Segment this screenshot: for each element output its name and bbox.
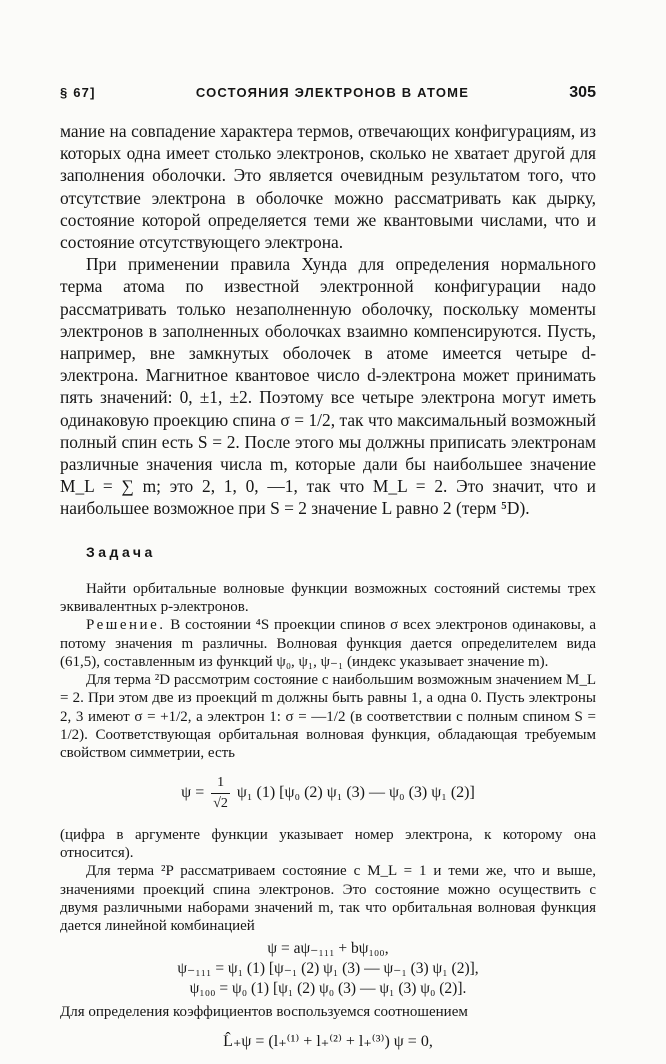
- page-body: [60, 120, 596, 1064]
- argument-note: (цифра в аргументе функции указывает номер электрона, к которому она относится).: [60, 826, 596, 861]
- task-statement: Найти орбитальные волновые функции возможных состояний системы трех эквивалентных p-электронов.: [60, 580, 596, 615]
- formula-2P-psi-100: ψ₁₀₀ = ψ₀ (1) [ψ₁ (2) ψ₀ (3) — ψ₁ (3) ψ₀ (2)].: [189, 980, 467, 998]
- formula-2D-rhs: ψ₁ (1) [ψ₀ (2) ψ₁ (3) — ψ₀ (3) ψ₁ (2)]: [236, 783, 475, 801]
- formula-2P-group: [60, 939, 596, 999]
- term-2P-paragraph: Для терма ²P рассматриваем состояние с M_L = 1 и теми же, что и выше, значениями проекций спина электронов. Это состояние можно осуществить с двумя различными наборами значений m, так что орбитальная волновая функция дается линейной комбинацией: [60, 863, 596, 935]
- page-header: [60, 84, 596, 102]
- term-2D-paragraph: Для терма ²D рассмотрим состояние с наибольшим возможным значением M_L = 2. При этом две из проекций m должны быть равны 1, а одна 0. Пусть электроны 2, 3 имеют σ = +1/2, а электрон 1: σ = —1/2 (в соответствии с полным спином S = 1/2). Соответствующая орбитальная волновая функция, обладающая требуемым свойством симметрии, есть: [60, 672, 596, 762]
- solution-text: В состоянии ⁴S проекции спинов σ всех электронов одинаковы, а потому значения m различны. Волновая функция дается определителем вида (61,5), составленным из функций ψ₀, ψ₁, ψ₋₁ (индекс указывает значение m).: [60, 617, 597, 670]
- task-block: [60, 580, 596, 1052]
- formula-raising-operator: L̂₊ψ = (l₊⁽¹⁾ + l₊⁽²⁾ + l₊⁽³⁾) ψ = 0,: [223, 1032, 433, 1050]
- solution-paragraph: [60, 616, 596, 671]
- coefficients-paragraph: Для определения коэффициентов воспользуемся соотношением: [60, 1004, 468, 1021]
- fraction-numerator: 1: [211, 773, 230, 794]
- main-text: [60, 120, 596, 520]
- formula-2P-combination: ψ = aψ₋₁₁₁ + bψ₁₀₀,: [267, 940, 389, 958]
- paragraph-1: мание на совпадение характера термов, отвечающих конфигурациям, из которых одна имеет столько электронов, сколько не хватает другой для заполнения оболочки. Это является очевидным результатом того, что отсутствие электрона в оболочке можно рассматривать как дырку, состояние которой определяется теми же квантовыми числами, что и состояние отсутствующего электрона.: [60, 121, 596, 253]
- formula-2D-fraction: [211, 773, 230, 814]
- section-marker: § 67]: [60, 85, 96, 100]
- paragraph-2: При применении правила Хунда для определения нормального терма атома по известной электронной конфигурации надо рассматривать только незаполненную оболочку, поскольку моменты электронов в заполненных оболочках взаимно компенсируются. Пусть, например, вне замкнутых оболочек в атоме имеется четыре d-электрона. Магнитное квантовое число d-электрона может принимать пять значений: 0, ±1, ±2. Поэтому все четыре электрона могут иметь одинаковую проекцию спина σ = 1/2, так что максимальный возможный полный спин есть S = 2. После этого мы должны приписать электронам различные значения числа m, которые дали бы наибольшее значение M_L = ∑ m; это 2, 1, 0, —1, так что M_L = 2. Это значит, что и наибольшее возможное при S = 2 значение L равно 2 (терм ⁵D).: [60, 254, 596, 519]
- formula-2D-lhs: ψ =: [181, 783, 205, 801]
- page-number: 305: [569, 84, 596, 101]
- task-heading: Задача: [86, 543, 156, 560]
- formula-2D: [60, 773, 596, 814]
- running-title: СОСТОЯНИЯ ЭЛЕКТРОНОВ В АТОМЕ: [195, 85, 470, 100]
- solution-label: Решение.: [86, 617, 166, 634]
- formula-2P-psi-111: ψ₋₁₁₁ = ψ₁ (1) [ψ₋₁ (2) ψ₁ (3) — ψ₋₁ (3) ψ₁ (2)],: [177, 960, 479, 978]
- fraction-denominator: √2: [213, 795, 228, 811]
